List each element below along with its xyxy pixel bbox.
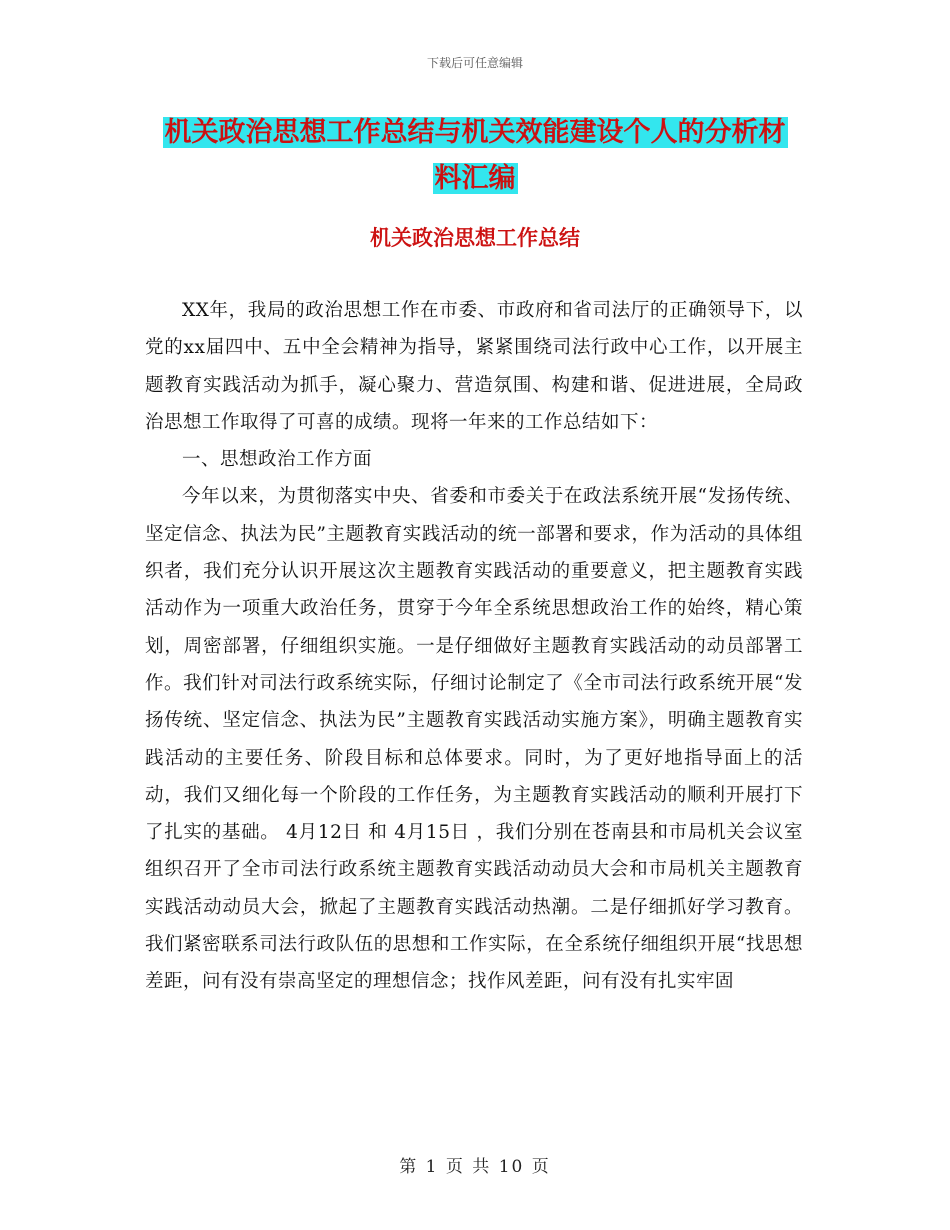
paragraph-intro: XX年，我局的政治思想工作在市委、市政府和省司法厅的正确领导下，以党的xx届四中、五中全会精神为指导，紧紧围绕司法行政中心工作，以开展主题教育实践活动为抓手，凝心聚力、营造氛围、构建和谐、促进进展，全局政治思想工作取得了可喜的成绩。现将一年来的工作总结如下： xyxy=(145,300,803,433)
document-title-line2: 料汇编 xyxy=(434,163,516,194)
document-body xyxy=(145,292,803,1001)
paragraph-heading-1: 一、思想政治工作方面 xyxy=(182,449,373,471)
page-number: 第 1 页 共 10 页 xyxy=(399,1157,551,1177)
header-note: 下载后可任意编辑 xyxy=(426,56,523,70)
document-title xyxy=(145,110,805,202)
paragraph-content-1: 今年以来，为贯彻落实中央、省委和市委关于在政法系统开展“发扬传统、坚定信念、执法为民”主题教育实践活动的统一部署和要求，作为活动的具体组织者，我们充分认识开展这次主题教育实践活动的重要意义，把主题教育实践活动作为一项重大政治任务，贯穿于今年全系统思想政治工作的始终，精心策划，周密部署，仔细组织实施。一是仔细做好主题教育实践活动的动员部署工作。我们针对司法行政系统实际，仔细讨论制定了《全市司法行政系统开展“发扬传统、坚定信念、执法为民”主题教育实践活动实施方案》，明确主题教育实践活动的主要任务、阶段目标和总体要求。同时，为了更好地指导面上的活动，我们又细化每一个阶段的工作任务，为主题教育实践活动的顺利开展打下了扎实的基础。 4月12日 和 4月15日 ，我们分别在苍南县和市局机关会议室组织召开了全市司法行政系统主题教育实践活动动员大会和市局机关主题教育实践活动动员大会，掀起了主题教育实践活动热潮。二是仔细抓好学习教育。我们紧密联系司法行政队伍的思想和工作实际，在全系统仔细组织开展“找思想差距，问有没有崇高坚定的理想信念；找作风差距，问有没有扎实牢固 xyxy=(145,486,803,993)
section-title: 机关政治思想工作总结 xyxy=(370,226,580,250)
document-title-line1: 机关政治思想工作总结与机关效能建设个人的分析材 xyxy=(164,117,786,148)
